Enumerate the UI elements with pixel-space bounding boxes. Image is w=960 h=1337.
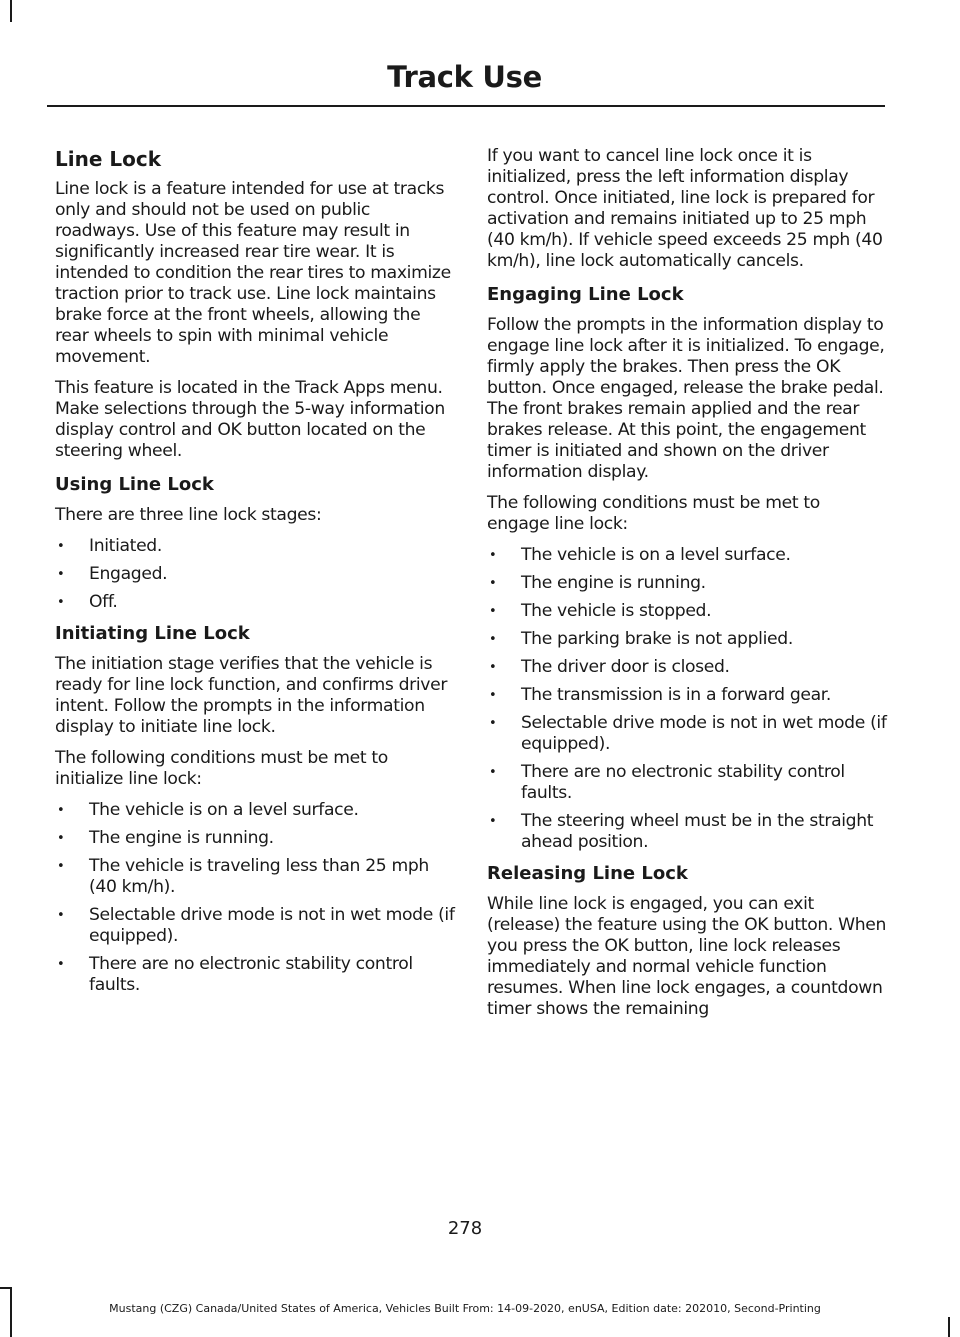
heading-using-line-lock: Using Line Lock bbox=[55, 474, 214, 495]
list-item: • The vehicle is on a level surface. bbox=[487, 545, 887, 566]
list-item: • The driver door is closed. bbox=[487, 657, 887, 678]
left-column bbox=[55, 146, 455, 1004]
paragraph: Follow the prompts in the information display to engage line lock after it is initialized. To engage, firmly apply the brakes. Then press the OK button. Once engaged, release the brake pedal. The front brakes remain applied and the rear brakes release. At this point, the engagement timer is initiated and shown on the driver information display. bbox=[487, 315, 885, 482]
paragraph: The initiation stage verifies that the vehicle is ready for line lock function, and confirms driver intent. Follow the prompts in the information display to initiate line lock. bbox=[55, 654, 448, 737]
paragraph: This feature is located in the Track Apps menu. Make selections through the 5-way information display control and OK button located on the steering wheel. bbox=[55, 378, 445, 461]
list-item: • The engine is running. bbox=[487, 573, 887, 594]
paragraph: The following conditions must be met to engage line lock: bbox=[487, 493, 820, 534]
heading-initiating-line-lock: Initiating Line Lock bbox=[55, 623, 250, 644]
page-number: 278 bbox=[447, 1218, 483, 1239]
list-item: • The vehicle is on a level surface. bbox=[55, 800, 455, 821]
page-title: Track Use bbox=[387, 60, 542, 94]
list-item: • Initiated. bbox=[55, 536, 455, 557]
list-item: • There are no electronic stability control faults. bbox=[55, 954, 455, 996]
header-rule bbox=[47, 105, 885, 107]
heading-engaging-line-lock: Engaging Line Lock bbox=[487, 284, 684, 305]
paragraph: There are three line lock stages: bbox=[55, 505, 322, 525]
list-item: • The transmission is in a forward gear. bbox=[487, 685, 887, 706]
crop-mark-bottom-right bbox=[948, 1317, 950, 1337]
list-item: • The steering wheel must be in the straight ahead position. bbox=[487, 811, 887, 853]
list-item: • The vehicle is traveling less than 25 mph (40 km/h). bbox=[55, 856, 455, 898]
list-item: • Selectable drive mode is not in wet mode (if equipped). bbox=[55, 905, 455, 947]
heading-releasing-line-lock: Releasing Line Lock bbox=[487, 863, 688, 884]
init-conditions-list bbox=[55, 800, 455, 996]
paragraph: If you want to cancel line lock once it is initialized, press the left information display control. Once initiated, line lock is prepared for activation and remains initiated up to 25 mph (40 km/h). If vehicle speed exceeds 25 mph (40 km/h), line lock automatically cancels. bbox=[487, 146, 883, 271]
crop-mark-top-left bbox=[10, 0, 12, 22]
heading-line-lock: Line Lock bbox=[55, 147, 162, 171]
list-item: • The engine is running. bbox=[55, 828, 455, 849]
right-column bbox=[487, 146, 887, 1030]
paragraph: Line lock is a feature intended for use at tracks only and should not be used on public roadways. Use of this feature may result in significantly increased rear tire wear. It is intended to condition the rear tires to maximize traction prior to track use. Line lock maintains brake force at the front wheels, allowing the rear wheels to spin with minimal vehicle movement. bbox=[55, 179, 451, 367]
paragraph: The following conditions must be met to initialize line lock: bbox=[55, 748, 388, 789]
stages-list bbox=[55, 536, 455, 613]
list-item: • The vehicle is stopped. bbox=[487, 601, 887, 622]
engage-conditions-list bbox=[487, 545, 887, 853]
list-item: • Off. bbox=[55, 592, 455, 613]
list-item: • The parking brake is not applied. bbox=[487, 629, 887, 650]
crop-mark-bottom-left-h bbox=[0, 1287, 12, 1289]
paragraph: While line lock is engaged, you can exit (release) the feature using the OK button. When you press the OK button, line lock releases immediately and normal vehicle function resumes. When line lock engages, a countdown timer shows the remaining bbox=[487, 894, 887, 1019]
list-item: • There are no electronic stability control faults. bbox=[487, 762, 887, 804]
list-item: • Selectable drive mode is not in wet mode (if equipped). bbox=[487, 713, 887, 755]
list-item: • Engaged. bbox=[55, 564, 455, 585]
footer-text: Mustang (CZG) Canada/United States of America, Vehicles Built From: 14-09-2020, enUSA, Edition date: 202010, Second-Printing bbox=[109, 1302, 821, 1315]
